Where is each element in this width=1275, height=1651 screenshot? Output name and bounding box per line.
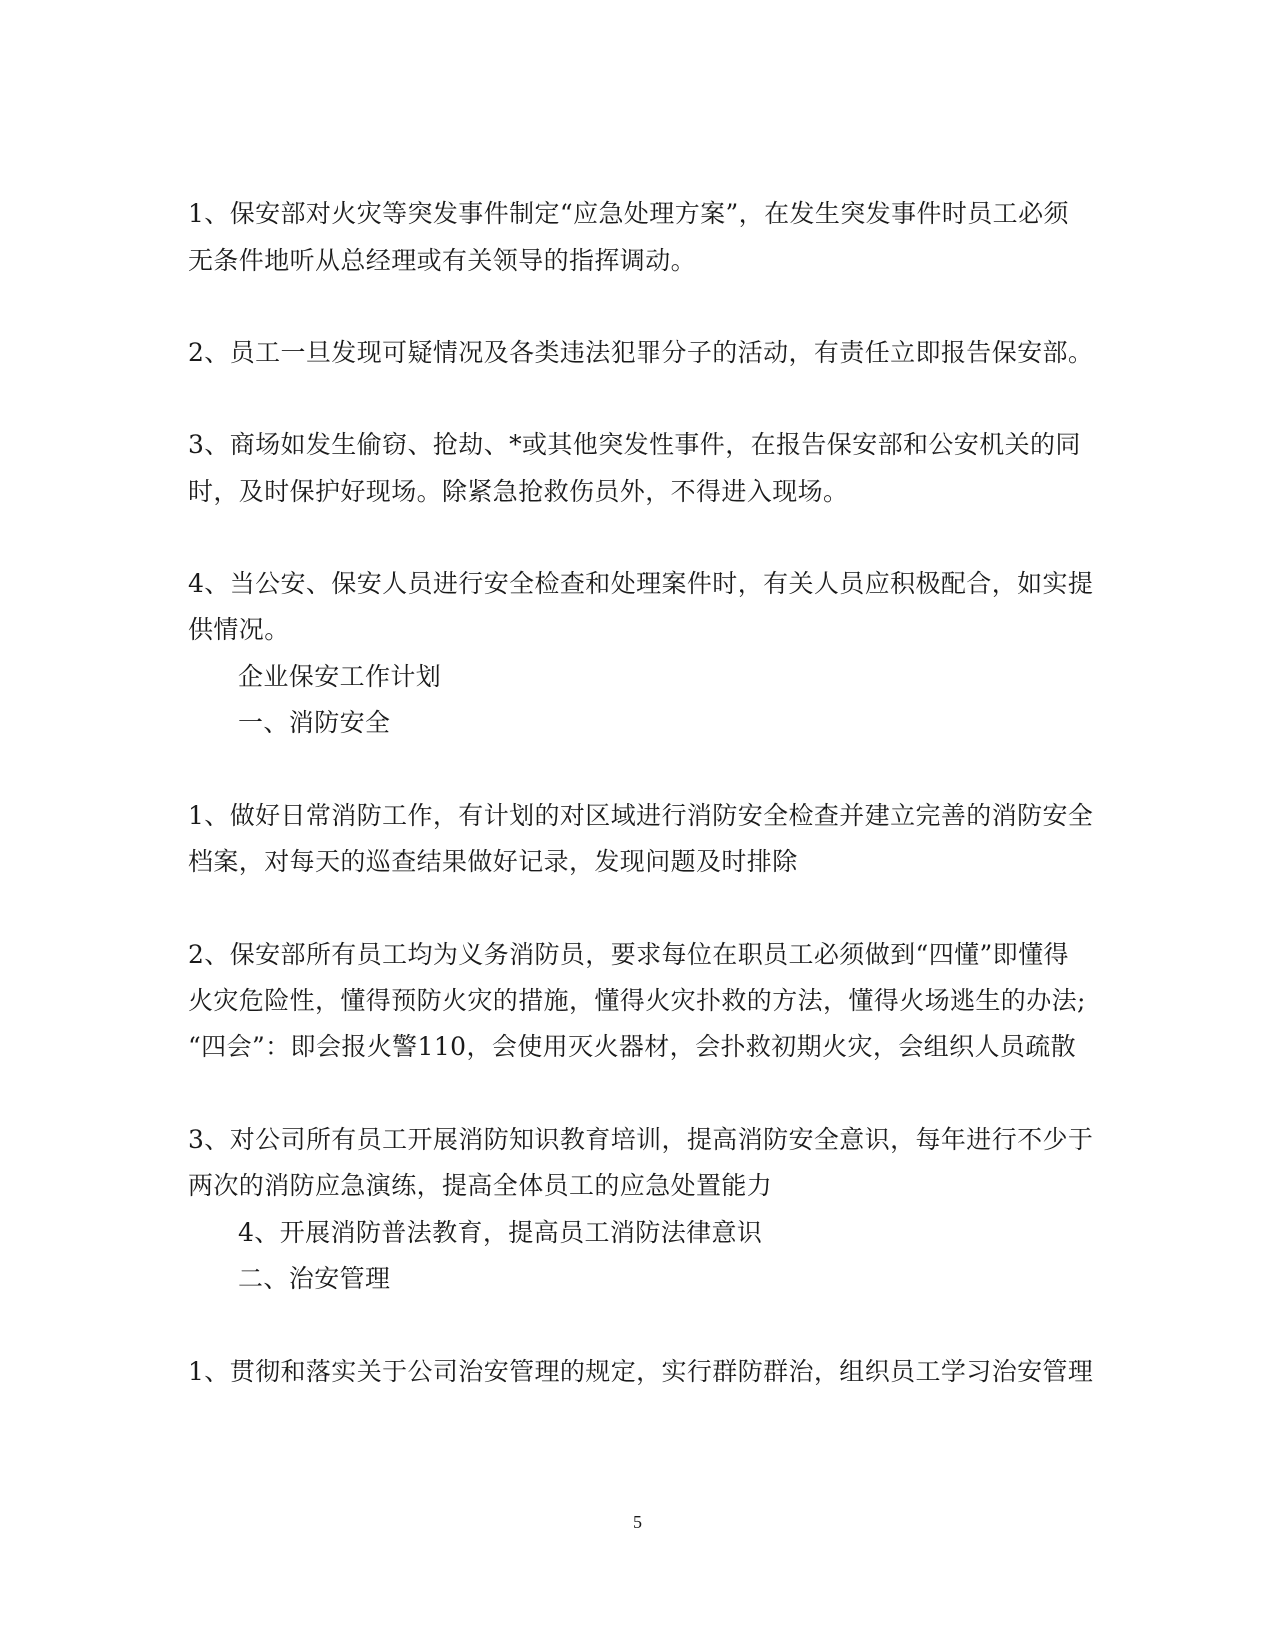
text-line: 档案，对每天的巡查结果做好记录，发现问题及时排除 xyxy=(188,847,798,876)
text-line: 时，及时保护好现场。除紧急抢救伤员外，不得进入现场。 xyxy=(188,477,849,506)
text-line: 1、贯彻和落实关于公司治安管理的规定，实行群防群治，组织员工学习治安管理 xyxy=(188,1357,1094,1386)
section-heading: 一、消防安全 xyxy=(238,708,391,737)
section-heading: 二、治安管理 xyxy=(238,1264,391,1293)
text-line: 无条件地听从总经理或有关领导的指挥调动。 xyxy=(188,246,697,275)
text-line: 2、保安部所有员工均为义务消防员，要求每位在职员工必须做到“四懂”即懂得 xyxy=(188,940,1069,969)
text-line: 供情况。 xyxy=(188,615,290,644)
text-line: 1、做好日常消防工作，有计划的对区域进行消防安全检查并建立完善的消防安全 xyxy=(188,801,1094,830)
section-title: 企业保安工作计划 xyxy=(238,662,442,691)
page-number: 5 xyxy=(633,1512,642,1532)
text-line: 2、员工一旦发现可疑情况及各类违法犯罪分子的活动，有责任立即报告保安部。 xyxy=(188,338,1094,367)
text-line: 两次的消防应急演练，提高全体员工的应急处置能力 xyxy=(188,1171,773,1200)
text-line: “四会”：即会报火警110，会使用灭火器材，会扑救初期火灾，会组织人员疏散 xyxy=(188,1032,1077,1061)
text-line: 3、商场如发生偷窃、抢劫、*或其他突发性事件，在报告保安部和公安机关的同 xyxy=(188,430,1081,459)
text-line: 4、当公安、保安人员进行安全检查和处理案件时，有关人员应积极配合，如实提 xyxy=(188,569,1094,598)
text-line: 4、开展消防普法教育，提高员工消防法律意识 xyxy=(238,1218,763,1247)
text-line: 火灾危险性，懂得预防火灾的措施，懂得火灾扑救的方法，懂得火场逃生的办法; xyxy=(188,986,1086,1015)
text-line: 3、对公司所有员工开展消防知识教育培训，提高消防安全意识，每年进行不少于 xyxy=(188,1125,1094,1154)
text-line: 1、保安部对火灾等突发事件制定“应急处理方案”，在发生突发事件时员工必须 xyxy=(188,199,1069,228)
